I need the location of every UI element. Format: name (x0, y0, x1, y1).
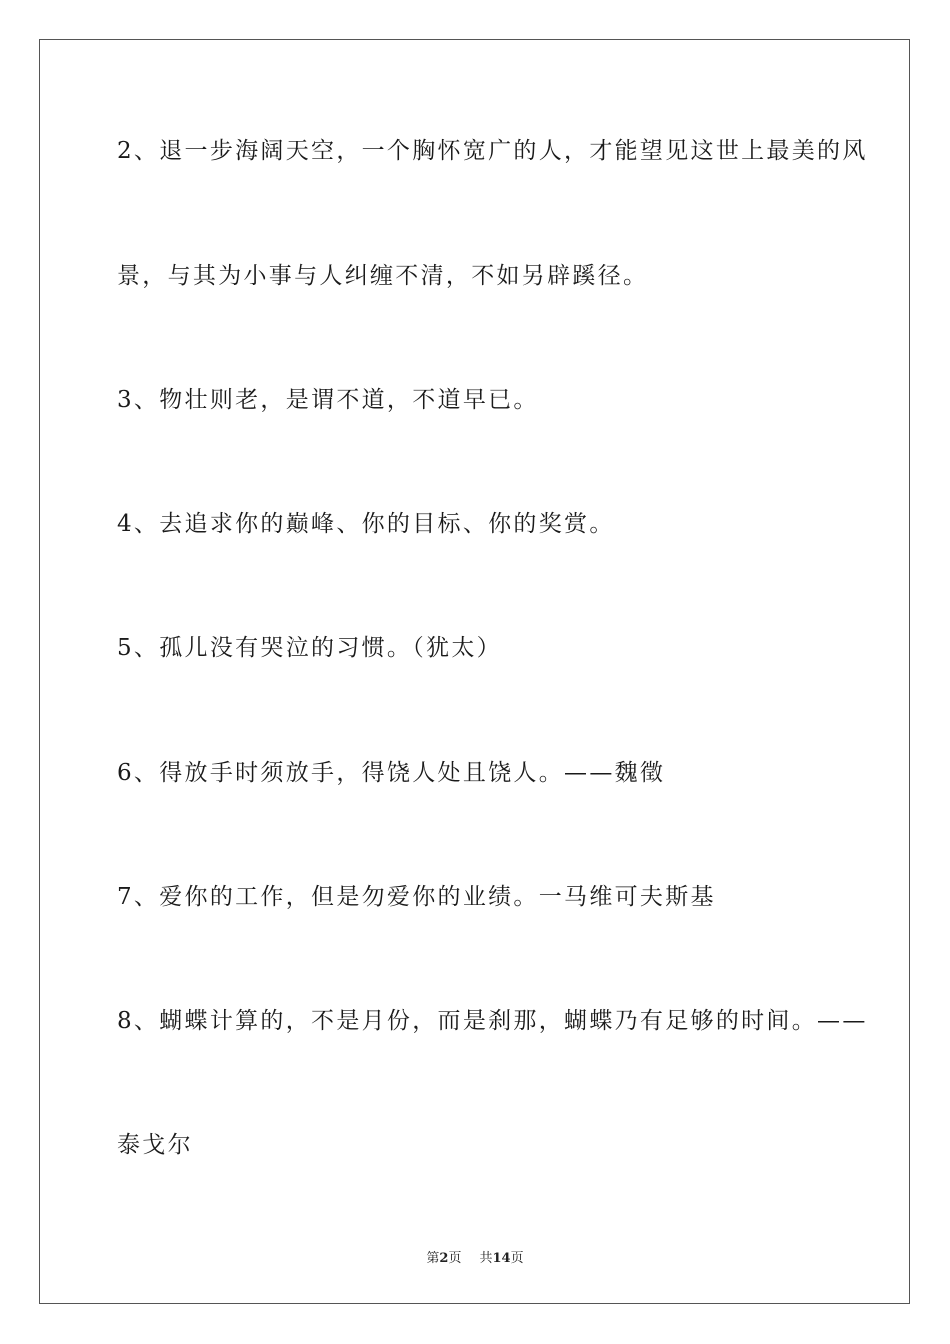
total-label-suffix: 页 (510, 1251, 524, 1266)
page-label-suffix: 页 (448, 1251, 462, 1266)
text-line-6: 6、得放手时须放手，得饶人处且饶人。——魏徵 (117, 760, 666, 786)
text-line-9: 泰戈尔 (117, 1132, 193, 1158)
text-line-1: 2、退一步海阔天空，一个胸怀宽广的人，才能望见这世上最美的风 (117, 138, 868, 164)
total-label-prefix: 共 (479, 1251, 493, 1266)
text-line-7: 7、爱你的工作，但是勿爱你的业绩。一马维可夫斯基 (117, 884, 716, 910)
total-page-count: 14 (492, 1251, 511, 1266)
page-border (39, 39, 910, 1304)
text-line-3: 3、物壮则老，是谓不道，不道早已。 (117, 387, 539, 413)
text-line-4: 4、去追求你的巅峰、你的目标、你的奖赏。 (117, 511, 615, 537)
page-label-prefix: 第 (426, 1251, 440, 1266)
current-page-number: 2 (439, 1251, 449, 1266)
text-line-8: 8、蝴蝶计算的，不是月份，而是刹那，蝴蝶乃有足够的时间。—— (117, 1008, 868, 1034)
text-line-2: 景，与其为小事与人纠缠不清，不如另辟蹊径。 (117, 263, 649, 289)
page-footer (0, 1247, 950, 1266)
text-line-5: 5、孤儿没有哭泣的习惯。（犹太） (117, 635, 502, 661)
